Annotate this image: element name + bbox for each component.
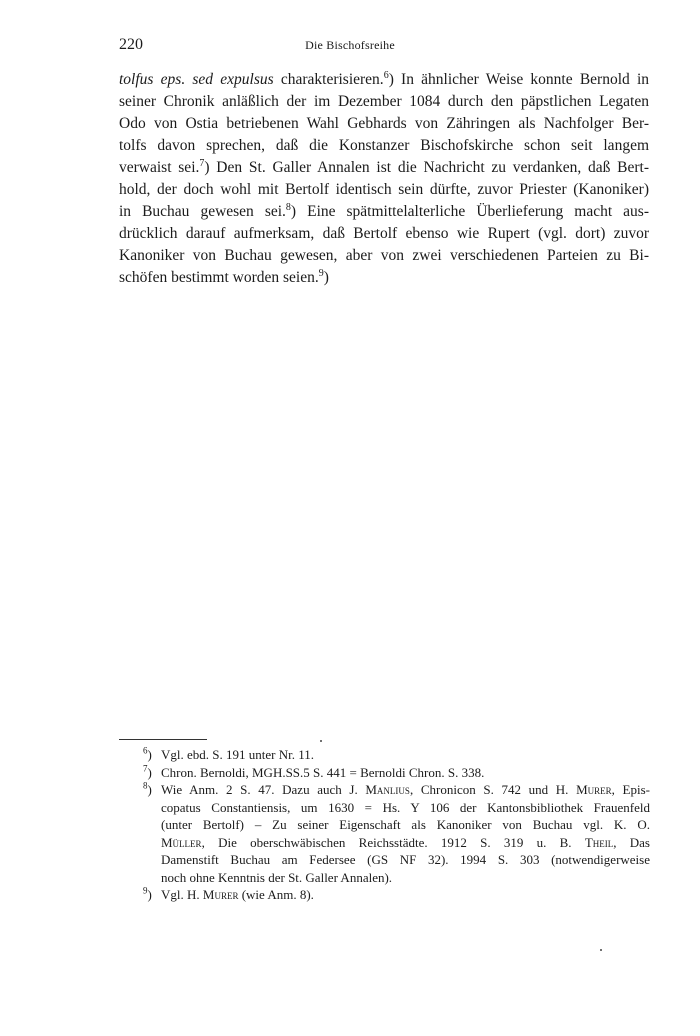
footnote-line bbox=[161, 886, 650, 904]
text-line bbox=[119, 135, 649, 157]
footnote-line bbox=[161, 764, 650, 782]
text-run: schöfen bestimmt worden seien. bbox=[119, 269, 319, 286]
author-name: Theil bbox=[584, 834, 614, 850]
text-run: Odo von Ostia betriebenen Wahl Gebhards von Zähringen als Nachfolger Ber- bbox=[119, 115, 649, 132]
text-run: drücklich darauf aufmerksam, daß Bertolf ebenso wie Rupert (vgl. dort) zuvor bbox=[119, 225, 649, 242]
footnote-7 bbox=[119, 764, 650, 782]
text-run: ) bbox=[323, 269, 329, 286]
text-run: Wie Anm. 2 S. 47. Dazu auch J. bbox=[161, 782, 366, 797]
print-speck bbox=[320, 740, 322, 742]
footnote-9 bbox=[119, 886, 650, 904]
text-run: hold, der doch wohl mit Bertolf identisch sein dürfte, zuvor Priester (Kanoniker) bbox=[119, 181, 649, 198]
text-line bbox=[119, 157, 649, 179]
footnote-marker: $^6$) bbox=[143, 745, 152, 762]
footnote-line bbox=[161, 781, 650, 799]
footnote-8 bbox=[119, 781, 650, 886]
footnote-number: 6 bbox=[143, 745, 148, 756]
author-name: Murer bbox=[576, 782, 612, 797]
italic-text: tolfus eps. sed expulsus bbox=[119, 71, 274, 88]
footnote-reference: 9 bbox=[318, 267, 324, 279]
text-run: ) In ähnlicher Weise konnte Bernold in bbox=[388, 71, 650, 88]
running-head: Die Bischofsreihe bbox=[305, 38, 395, 52]
footnote-6 bbox=[119, 746, 650, 764]
text-run: ) Eine spätmittelalterliche Überlieferung macht aus- bbox=[290, 203, 649, 220]
footnote-number: 8 bbox=[143, 780, 148, 791]
footnote-line bbox=[161, 834, 650, 852]
text-line bbox=[119, 69, 649, 91]
page-number: 220 bbox=[119, 36, 143, 53]
text-run: copatus Constantiensis, um 1630 = Hs. Y 106 der Kantonsbibliothek Frauenfeld bbox=[161, 799, 650, 815]
text-run: ) Den St. Galler Annalen ist die Nachricht zu verdanken, daß Bert- bbox=[204, 159, 649, 176]
footnote-marker: $^7$) bbox=[143, 763, 152, 780]
footnote-reference: 7 bbox=[199, 157, 205, 169]
text-run: in Buchau gewesen sei. bbox=[119, 203, 286, 220]
text-run: , Das bbox=[613, 834, 650, 850]
footnote-marker: $^9$) bbox=[143, 885, 152, 902]
text-run: , Die oberschwäbischen Reichsstädte. 1912 S. 319 u. B. bbox=[201, 834, 585, 850]
print-speck bbox=[600, 949, 602, 951]
footnote-reference: 8 bbox=[285, 201, 291, 213]
footnote-number: 9 bbox=[143, 885, 148, 896]
text-run: charakterisieren. bbox=[273, 71, 384, 88]
footnote-marker: $^8$) bbox=[143, 780, 152, 797]
text-run: seiner Chronik anläßlich der im Dezember 1084 durch den päpstlichen Legaten bbox=[119, 93, 649, 110]
text-run: (wie Anm. 8). bbox=[238, 887, 314, 902]
author-name: Manlius bbox=[365, 782, 410, 797]
text-run: (unter Bertolf) – Zu seiner Eigenschaft als Kanoniker von Buchau vgl. K. O. bbox=[161, 817, 650, 832]
text-run: Vgl. H. bbox=[161, 887, 203, 902]
text-line bbox=[119, 113, 649, 135]
text-run: Kanoniker von Buchau gewesen, aber von zwei verschiedenen Parteien zu Bi- bbox=[119, 247, 649, 264]
text-run: Vgl. ebd. S. 191 unter Nr. 11. bbox=[161, 747, 314, 762]
text-run: noch ohne Kenntnis der St. Galler Annalen). bbox=[161, 869, 393, 885]
footnotes bbox=[119, 746, 650, 904]
text-line bbox=[119, 245, 649, 267]
main-text bbox=[119, 69, 649, 289]
footnote-reference: 6 bbox=[383, 69, 389, 81]
author-name: Müller bbox=[161, 834, 202, 850]
text-line bbox=[119, 267, 649, 289]
text-run: , Chronicon S. 742 und H. bbox=[409, 782, 577, 797]
text-run: Damenstift Buchau am Federsee (GS NF 32). 1994 S. 303 (notwendigerweise bbox=[161, 852, 650, 867]
footnote-line bbox=[161, 746, 650, 764]
footnote-number: 7 bbox=[143, 763, 148, 774]
text-line bbox=[119, 91, 649, 113]
text-line bbox=[119, 223, 649, 245]
footnote-line bbox=[161, 799, 650, 817]
footnote-line bbox=[161, 869, 650, 887]
text-line bbox=[119, 201, 649, 223]
footnote-line bbox=[161, 816, 650, 834]
text-run: Chron. Bernoldi, MGH.SS.5 S. 441 = Bernoldi Chron. S. 338. bbox=[161, 764, 485, 780]
footnote-separator bbox=[119, 739, 207, 740]
text-run: verwaist sei. bbox=[119, 159, 200, 176]
text-line bbox=[119, 179, 649, 201]
text-run: tolfs davon sprechen, daß die Konstanzer Bischofskirche schon seit langem bbox=[119, 137, 649, 154]
author-name: Murer bbox=[202, 887, 239, 902]
text-run: , Epis- bbox=[611, 782, 650, 797]
footnote-line bbox=[161, 851, 650, 869]
